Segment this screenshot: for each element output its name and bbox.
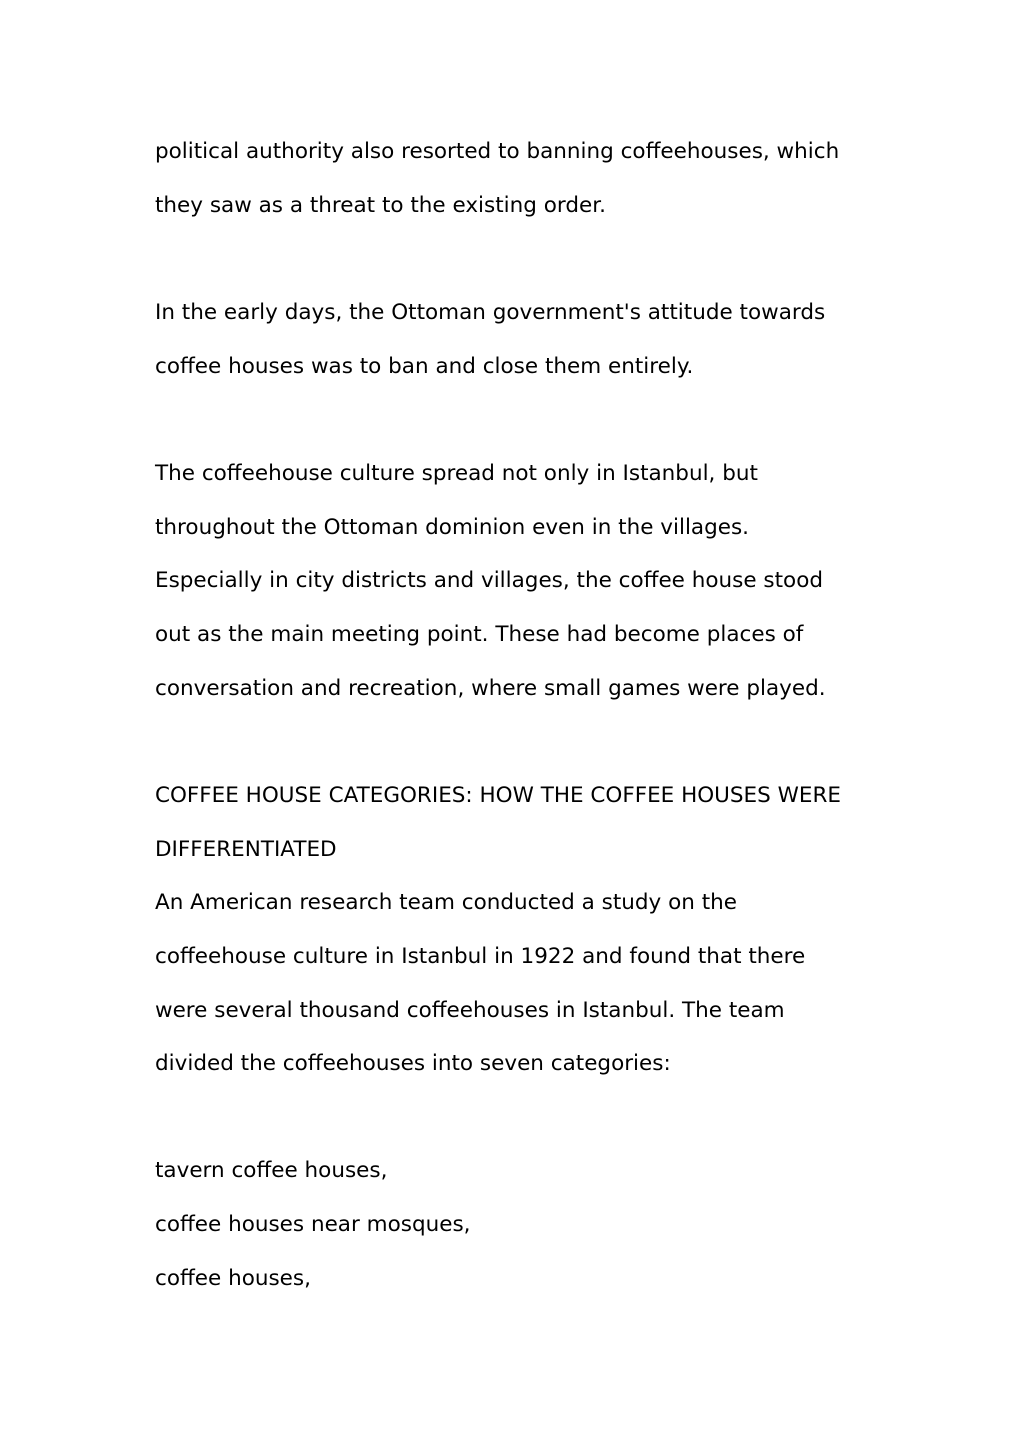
text-line: coffeehouse culture in Istanbul in 1922 and found that there	[155, 944, 806, 969]
heading-line: COFFEE HOUSE CATEGORIES: HOW THE COFFEE HOUSES WERE	[155, 783, 841, 808]
text-line: were several thousand coffeehouses in Istanbul. The team	[155, 998, 785, 1023]
text-line: Especially in city districts and villages, the coffee house stood	[155, 568, 824, 593]
text-line: throughout the Ottoman dominion even in the villages.	[155, 515, 750, 540]
text-line: An American research team conducted a study on the	[155, 890, 737, 915]
heading-line: DIFFERENTIATED	[155, 837, 337, 862]
list-item: coffee houses near mosques,	[155, 1212, 471, 1237]
text-line: conversation and recreation, where small games were played.	[155, 676, 826, 701]
text-line: coffee houses was to ban and close them entirely.	[155, 354, 694, 379]
text-line: they saw as a threat to the existing order.	[155, 193, 606, 218]
text-line: out as the main meeting point. These had become places of	[155, 622, 804, 647]
text-line: divided the coffeehouses into seven categories:	[155, 1051, 671, 1076]
text-line: The coffeehouse culture spread not only in Istanbul, but	[155, 461, 758, 486]
text-line: In the early days, the Ottoman government's attitude towards	[155, 300, 826, 325]
list-item: coffee houses,	[155, 1266, 311, 1291]
text-line: political authority also resorted to banning coffeehouses, which	[155, 139, 840, 164]
list-item: tavern coffee houses,	[155, 1158, 388, 1183]
